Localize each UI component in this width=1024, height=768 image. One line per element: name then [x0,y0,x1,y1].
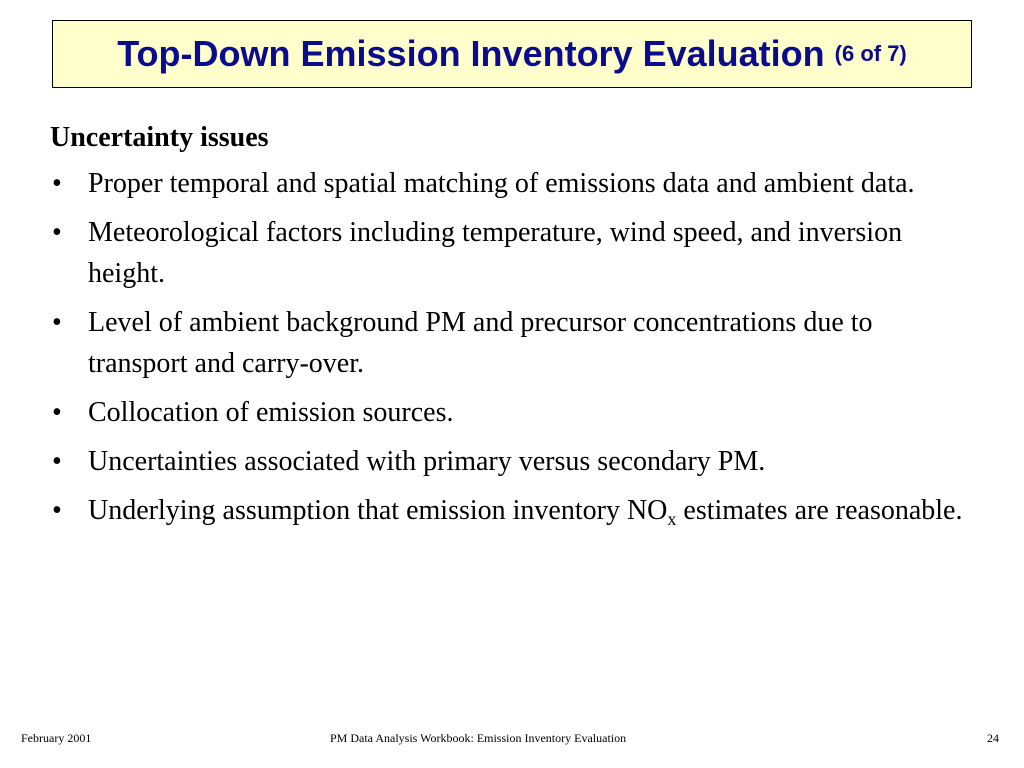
section-heading: Uncertainty issues [50,122,269,153]
bullet-list [50,163,970,531]
slide-content [50,118,970,539]
bullet-text: Collocation of emission sources. [88,397,454,428]
slide-title-suffix: (6 of 7) [834,41,907,66]
bullet-item [50,212,970,294]
page-number: 24 [987,731,999,745]
bullet-icon: • [52,495,62,526]
bullet-text: Meteorological factors including temperature, wind speed, and inversion height. [88,217,903,289]
bullet-icon: • [52,446,62,477]
bullet-text: Uncertainties associated with primary versus secondary PM. [88,446,766,477]
bullet-item [50,490,970,531]
slide-title: Top-Down Emission Inventory Evaluation [117,33,825,74]
title-box [52,20,972,88]
bullet-text-after-subscript: estimates are reasonable. [676,495,963,526]
bullet-item [50,392,970,433]
bullet-icon: • [52,307,62,338]
nox-subscript: x [667,509,677,529]
bullet-item [50,302,970,384]
footer-title: PM Data Analysis Workbook: Emission Inventory Evaluation [330,731,627,745]
bullet-icon: • [52,168,62,199]
bullet-text: Level of ambient background PM and precursor concentrations due to transport and carry-over. [88,307,873,379]
bullet-item [50,441,970,482]
footer-date: February 2001 [21,731,92,745]
bullet-text-before-subscript: Underlying assumption that emission inventory NO [88,495,668,526]
bullet-icon: • [52,217,62,248]
bullet-icon: • [52,397,62,428]
bullet-item [50,163,970,204]
bullet-text: Proper temporal and spatial matching of emissions data and ambient data. [88,168,915,199]
